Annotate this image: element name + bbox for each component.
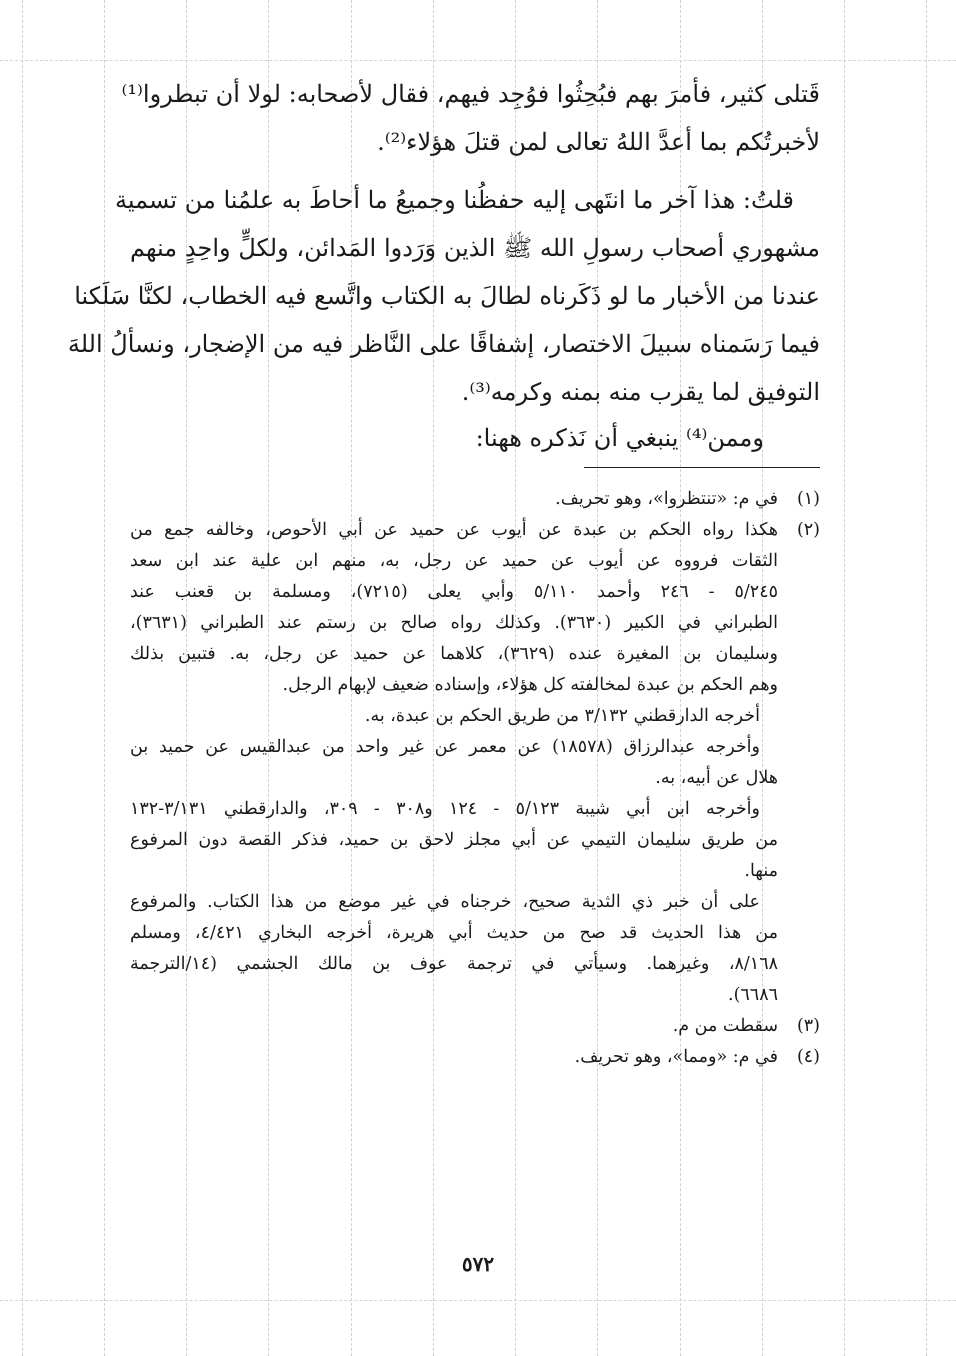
guide-line — [22, 0, 23, 1356]
footnote-line: على أن خبر ذي الثدية صحيح، خرجناه في غير موضع من هذا الكتاب. والمرفوع — [130, 892, 760, 912]
footnote-line: هكذا رواه الحكم بن عبدة عن أيوب عن حميد عن أبي الأحوص، وخالفه جمع من — [130, 520, 778, 540]
footnotes — [130, 484, 820, 1073]
footnote-line: وأخرجه ابن أبي شيبة ٥/١٢٣ - ١٢٤ و٣٠٨ - ٣٠٩، والدارقطني ٣/١٣١-١٣٢ — [130, 799, 760, 819]
guide-line — [104, 0, 105, 1356]
footnote-1 — [130, 484, 820, 515]
footnote-line: الطبراني في الكبير (٣٦٣٠). وكذلك رواه صالح بن رستم عند الطبراني (٣٦٣١)، — [130, 613, 779, 633]
footnote-line: منها. — [744, 861, 778, 881]
text-line: فيما رَسَمناه سبيلَ الاختصار، إشفاقًا على النَّاظر فيه من الإضجار، ونسألُ اللهَ — [67, 330, 820, 358]
text-line: قَتلى كثير، فأمرَ بهم فبُحِثُوا فوُجِد فيهم، فقال لأصحابه: لولا أن تبطروا⁽¹⁾ — [121, 80, 820, 108]
footnote-3 — [130, 1011, 820, 1042]
footnote-number: (٣) — [796, 1016, 820, 1036]
footnote-line: وأخرجه عبدالرزاق (١٨٥٧٨) عن معمر عن غير واحد من عبدالقيس عن حميد بن — [130, 737, 760, 757]
footnote-paragraph — [130, 515, 778, 701]
footnote-separator — [584, 467, 820, 468]
footnote-line: وسليمان بن المغيرة عنده (٣٦٢٩)، كلاهما عن حميد عن رجل، به. فتبين بذلك — [130, 644, 778, 664]
guide-line — [0, 60, 956, 61]
footnote-paragraph — [130, 701, 778, 732]
footnote-2 — [130, 515, 820, 1011]
footnote-line: في م: «تنتظروا»، وهو تحريف. — [555, 489, 778, 509]
page-number: ٥٧٢ — [461, 1252, 495, 1276]
guide-line — [926, 0, 927, 1356]
main-paragraph-1 — [121, 70, 820, 166]
footnote-body — [130, 1011, 778, 1042]
text-line: التوفيق لما يقرب منه بمنه وكرمه⁽³⁾. — [461, 378, 820, 406]
guide-line — [844, 0, 845, 1356]
footnote-line: في م: «ومما»، وهو تحريف. — [574, 1047, 778, 1067]
footnote-line: ٦٦٨٦). — [728, 985, 778, 1005]
footnote-4 — [130, 1042, 820, 1073]
text-line: قلتُ: هذا آخر ما انتَهى إليه حفظُنا وجميعُ ما أحاطَ به علمُنا من تسمية — [115, 186, 794, 214]
footnote-paragraph — [130, 732, 778, 794]
footnote-line: الثقات فرووه عن أيوب عن حميد عن رجل، به، منهم ابن علية عند ابن سعد — [130, 551, 778, 571]
main-paragraph-2 — [67, 176, 821, 416]
footnote-body — [130, 484, 778, 515]
footnote-number: (٤) — [796, 1047, 820, 1067]
footnote-body — [130, 1042, 778, 1073]
footnote-line: سقطت من م. — [672, 1016, 778, 1036]
text-line: عندنا من الأخبار ما لو ذَكَرناه لطالَ به الكتاب واتَّسع فيه الخطاب، لكنَّا سَلَكنا — [74, 282, 820, 310]
main-paragraph-3 — [130, 414, 820, 462]
footnote-line: ٨/١٦٨، وغيرهما. وسيأتي في ترجمة عوف بن مالك الجشمي (١٤/الترجمة — [130, 954, 778, 974]
text-line: لأخبرتُكم بما أعدَّ اللهُ تعالى لمن قتلَ هؤلاء⁽²⁾. — [377, 128, 820, 156]
footnote-line: وهم الحكم بن عبدة لمخالفته كل هؤلاء، وإسناده ضعيف لإبهام الرجل. — [282, 675, 778, 695]
footnote-paragraph — [130, 794, 778, 887]
footnote-line: من هذا الحديث قد صح من حديث أبي هريرة، أخرجه البخاري ٤/٤٢١، ومسلم — [130, 923, 779, 943]
text-line: مشهوري أصحاب رسولِ الله ﷺ الذين وَرَدوا المَدائن، ولكلٍّ واحِدٍ منهم — [130, 234, 821, 262]
guide-line — [0, 1300, 956, 1301]
footnote-line: ٥/٢٤٥ - ٢٤٦ وأحمد ٥/١١٠ وأبي يعلى (٧٢١٥)، ومسلمة بن قعنب عند — [130, 582, 779, 602]
footnote-paragraph — [130, 887, 778, 1011]
footnote-number: (٢) — [796, 520, 820, 540]
footnote-line: هلال عن أبيه، به. — [655, 768, 778, 788]
text-line: وممن⁽⁴⁾ ينبغي أن نَذكره ههنا: — [475, 424, 764, 452]
footnote-line: أخرجه الدارقطني ٣/١٣٢ من طريق الحكم بن عبدة، به. — [364, 706, 760, 726]
footnote-body — [130, 515, 778, 1011]
footnote-number: (١) — [796, 489, 820, 509]
footnote-line: من طريق سليمان التيمي عن أبي مجلز لاحق بن حميد، فذكر القصة دون المرفوع — [130, 830, 778, 850]
